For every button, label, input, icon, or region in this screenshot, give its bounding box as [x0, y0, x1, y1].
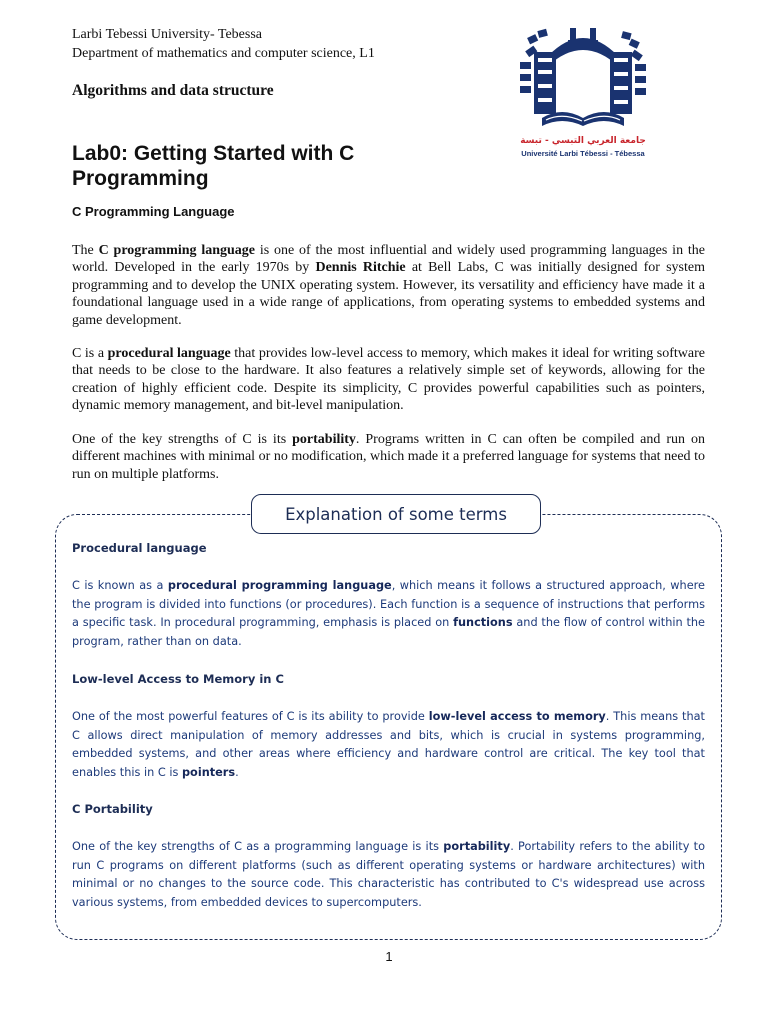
- term-heading: C Portability: [72, 802, 153, 816]
- terms-box-title: Explanation of some terms: [251, 494, 541, 534]
- term-heading: Low-level Access to Memory in C: [72, 672, 284, 686]
- text-run: One of the key strengths of C is its: [72, 432, 293, 447]
- page-number: 1: [385, 949, 393, 964]
- department-name: Department of mathematics and computer science, L1: [72, 46, 375, 61]
- bold-term: C programming language: [98, 243, 255, 258]
- university-logo: [518, 26, 648, 166]
- text-run: .: [235, 765, 239, 779]
- bold-term: low-level access to memory: [428, 710, 606, 723]
- course-title: Algorithms and data structure: [72, 82, 274, 99]
- text-run: C is known as a: [72, 579, 168, 592]
- text-run: . Portability refers to the ability to run C programs on different platforms (such as different operating systems or hardware architectures) with minimal or no changes to the source code. This characteristic has contributed to C's widespread use across various systems, from embedded devices to supercomputers.: [72, 840, 705, 909]
- text-run: at Bell Labs, C was initially designed for system programming and to develop the UNIX operating system. However, its versatility and efficiency have made it a foundational language used in a wide range of applications, from operating systems to embedded systems and game development.: [72, 260, 706, 328]
- text-run: and the flow of control within the program, rather than on data.: [72, 616, 705, 648]
- section-subtitle: C Programming Language: [72, 204, 235, 219]
- university-name: Larbi Tebessi University- Tebessa: [72, 27, 262, 42]
- intro-paragraph: [72, 345, 705, 415]
- term-paragraph: [72, 577, 705, 651]
- intro-paragraph: [72, 242, 705, 329]
- bold-term: functions: [453, 616, 513, 629]
- logo-caption-arabic: جامعة العربي التبسي - تبسة: [520, 136, 646, 146]
- text-run: One of the key strengths of C as a programming language is its: [72, 840, 444, 853]
- term-heading: Procedural language: [72, 541, 207, 555]
- term-paragraph: [72, 708, 705, 782]
- text-run: , which means it follows a structured approach, where the program is divided into functions (or procedures). Each function is a sequence of instructions that performs a specific task. In procedural programming, emphasis is placed on: [72, 579, 706, 629]
- bold-term: procedural language: [107, 346, 231, 361]
- text-run: One of the most powerful features of C is its ability to provide: [72, 710, 429, 723]
- logo-caption-latin: Université Larbi Tébessi - Tébessa: [521, 149, 645, 158]
- text-run: that provides low-level access to memory, which makes it ideal for writing software that needs to be close to the hardware. It also features a relatively simple set of keywords, allowing for the creation of highly efficient code. Despite its simplicity, C provides powerful capabilities such as pointers, dynamic memory management, and bit-level manipulation.: [72, 346, 706, 414]
- bold-term: procedural programming language: [167, 579, 392, 592]
- lab-title-line-2: Programming: [72, 167, 209, 190]
- university-emblem-icon: [518, 26, 648, 134]
- bold-term: portability: [292, 432, 356, 447]
- bold-term: portability: [443, 840, 511, 853]
- bold-term: Dennis Ritchie: [315, 260, 406, 276]
- text-run: . Programs written in C can often be compiled and run on different machines with minimal or no modification, which made it a preferred language for systems that need to run on multiple platforms.: [72, 432, 705, 482]
- intro-paragraph: [72, 431, 705, 483]
- text-run: C is a: [72, 346, 108, 361]
- lab-title: [72, 141, 354, 191]
- text-run: The: [72, 243, 99, 258]
- lab-title-line-1: Lab0: Getting Started with C: [72, 142, 355, 165]
- text-run: . This means that C allows direct manipulation of memory addresses and bits, which is crucial in systems programming, embedded systems, and other areas where efficiency and hardware control are critical. The key tool that enables this in C is: [72, 710, 705, 779]
- text-run: is one of the most influential and widely used programming languages in the world. Developed in the early 1970s by: [72, 243, 705, 276]
- bold-term: pointers: [181, 765, 236, 779]
- term-paragraph: [72, 838, 705, 912]
